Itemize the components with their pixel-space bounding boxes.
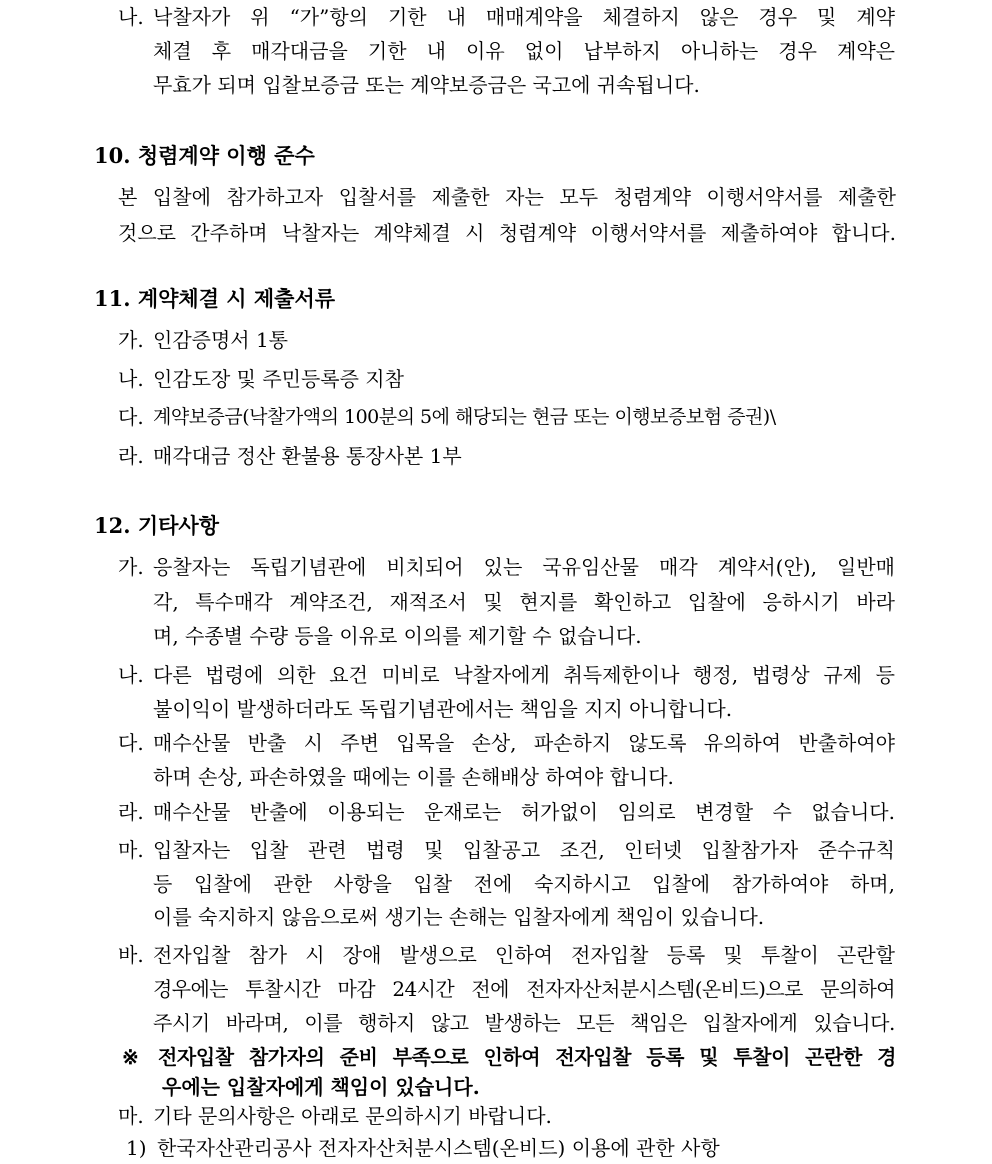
paragraph-line: 다른 법령에 의한 요건 미비로 낙찰자에게 취득제한이나 행정, 법령상 규제 등: [153, 663, 895, 687]
item-marker: 마.: [118, 838, 144, 862]
paragraph-line: 낙찰자가 위 “가”항의 기한 내 매매계약을 체결하지 않은 경우 및 계약: [153, 5, 895, 29]
item-marker: 다.: [118, 405, 144, 429]
item-marker: 나.: [118, 663, 144, 687]
item-marker: 바.: [118, 943, 144, 967]
item-marker: 가.: [118, 328, 144, 352]
item-marker: 마.: [118, 1104, 144, 1128]
paragraph-line: 경우에는 투찰시간 마감 24시간 전에 전자자산처분시스템(온비드)으로 문의하여: [153, 977, 895, 1001]
list-item: 매각대금 정산 환불용 통장사본 1부: [153, 444, 462, 468]
paragraph-line: 무효가 되며 입찰보증금 또는 계약보증금은 국고에 귀속됩니다.: [153, 73, 700, 97]
paragraph-line: 것으로 간주하며 낙찰자는 계약체결 시 청렴계약 이행서약서를 제출하여야 합니다.: [118, 221, 896, 245]
item-marker: 다.: [118, 731, 144, 755]
paragraph-line: 주시기 바라며, 이를 행하지 않고 발생하는 모든 책임은 입찰자에게 있습니다.: [153, 1011, 895, 1035]
paragraph-line: 등 입찰에 관한 사항을 입찰 전에 숙지하시고 입찰에 참가하여야 하며,: [153, 872, 895, 896]
item-marker: 라.: [118, 800, 144, 824]
list-item: 기타 문의사항은 아래로 문의하시기 바랍니다.: [153, 1104, 552, 1128]
note-line: 전자입찰 참가자의 준비 부족으로 인하여 전자입찰 등록 및 투찰이 곤란한 경: [158, 1045, 896, 1069]
note-line: 우에는 입찰자에게 책임이 있습니다.: [162, 1075, 480, 1099]
item-marker: 라.: [118, 444, 144, 468]
paragraph-line: 며, 수종별 수량 등을 이유로 이의를 제기할 수 없습니다.: [153, 624, 642, 648]
list-item: 계약보증금(낙찰가액의 100분의 5에 해당되는 현금 또는 이행보증보험 증권)\: [153, 406, 776, 428]
sub-item-marker: 1): [126, 1136, 147, 1160]
item-marker: 가.: [118, 555, 144, 579]
item-marker: 나.: [118, 367, 144, 391]
paragraph-line: 매수산물 반출 시 주변 입목을 손상, 파손하지 않도록 유의하여 반출하여야: [153, 731, 895, 755]
list-item: 인감증명서 1통: [153, 328, 289, 352]
paragraph-line: 전자입찰 참가 시 장애 발생으로 인하여 전자입찰 등록 및 투찰이 곤란할: [153, 943, 895, 967]
section-heading: 11. 계약체결 시 제출서류: [94, 286, 336, 311]
paragraph-line: 하며 손상, 파손하였을 때에는 이를 손해배상 하여야 합니다.: [153, 765, 674, 789]
paragraph-line: 본 입찰에 참가하고자 입찰서를 제출한 자는 모두 청렴계약 이행서약서를 제출한: [118, 185, 896, 209]
section-heading: 12. 기타사항: [94, 513, 219, 538]
paragraph-line: 각, 특수매각 계약조건, 재적조서 및 현지를 확인하고 입찰에 응하시기 바라: [153, 590, 895, 614]
paragraph-line: 이를 숙지하지 않음으로써 생기는 손해는 입찰자에게 책임이 있습니다.: [153, 905, 765, 929]
section-heading: 10. 청렴계약 이행 준수: [94, 143, 315, 168]
list-item: 인감도장 및 주민등록증 지참: [153, 367, 404, 391]
item-marker: 나.: [118, 5, 144, 29]
paragraph-line: 응찰자는 독립기념관에 비치되어 있는 국유임산물 매각 계약서(안), 일반매: [153, 555, 895, 579]
paragraph-line: 매수산물 반출에 이용되는 운재로는 허가없이 임의로 변경할 수 없습니다.: [153, 800, 895, 824]
paragraph-line: 체결 후 매각대금을 기한 내 이유 없이 납부하지 아니하는 경우 계약은: [153, 39, 895, 63]
note-marker: ※: [122, 1045, 139, 1069]
list-item: 한국자산관리공사 전자자산처분시스템(온비드) 이용에 관한 사항: [157, 1136, 720, 1160]
paragraph-line: 불이익이 발생하더라도 독립기념관에서는 책임을 지지 아니합니다.: [153, 697, 733, 721]
paragraph-line: 입찰자는 입찰 관련 법령 및 입찰공고 조건, 인터넷 입찰참가자 준수규칙: [153, 838, 895, 862]
